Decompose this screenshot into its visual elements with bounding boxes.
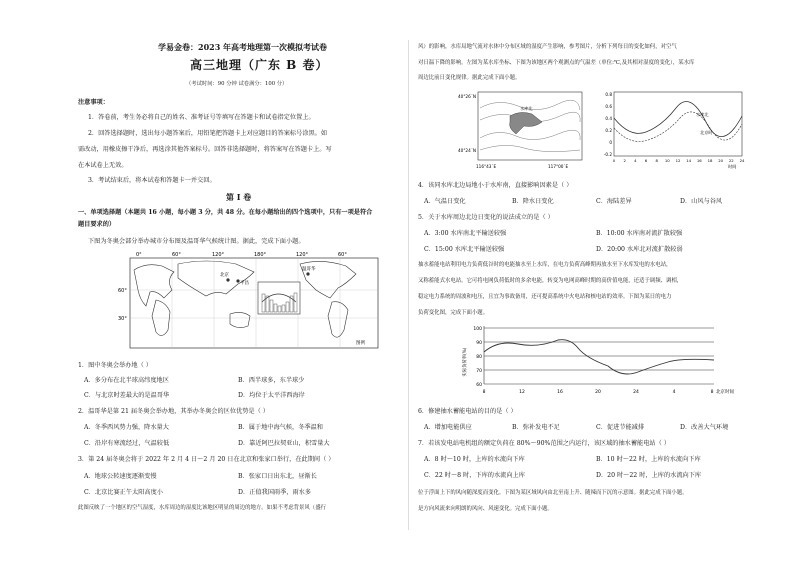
left-column [78,0,398,562]
x-tick: 12 [519,390,525,395]
x-tick: 18 [707,158,713,163]
continent-south-america [328,302,348,338]
x-tick: 24 [633,390,639,395]
notes-heading: 注意事项： [78,99,109,106]
option-c[interactable]: C．与北京时差最大的是温哥华 [84,392,170,399]
continent-asia [178,261,254,296]
right-intro-line: 对日温下降的影响。左图为某水库坐标、下图为该地区两个观测点的气温差（单位:℃,及其相对湿度的变化），某水库 [418,60,695,66]
option-d[interactable]: D．正值我国雨季，雨水多 [238,489,312,496]
y-tick: 90 [476,341,482,346]
option-b[interactable]: B．张家口日出东北，昼渐长 [238,473,317,480]
right-tail-line: 是方向风流来向明朗的风向、风速变化。完成下面小题。 [418,506,553,512]
right-column [418,0,770,562]
y-tick: 100 [473,327,482,332]
map-lon-label: 180° [254,252,267,258]
x-tick: 8 [655,158,658,163]
option-d[interactable]: D．改善大气环境 [680,424,729,431]
option-b[interactable]: B．属于地中海气候，冬季温和 [238,424,323,431]
y-axis-label: 实际负荷率(%) [463,347,468,377]
note-line: 3．考试结束后，将本试卷和答题卡一并交回。 [88,177,216,184]
x-axis-label: 时间 [728,164,737,169]
option-a[interactable]: A．多分布在北半球高纬度地区 [84,377,169,384]
series-line-south [614,112,742,142]
y-tick: 0.4 [605,116,612,121]
x-axis-label: 北京时间 [716,390,734,395]
world-map-figure [118,250,382,350]
pumped-intro-line: 稳定电力系统的周波和电压，且宜为事故备用，还可提高系统中火电站和核电站的效率。下图为某日的电力 [418,294,672,300]
map-lon-label: 60° [338,252,347,258]
x-tick: 24 [739,158,745,163]
x-tick: 14 [686,158,692,163]
section-title: 第 Ⅰ 卷 [226,192,252,202]
y-tick: -0.2 [603,152,612,157]
question-stem: 4．该同水库北边局地小于水库南，直接影响因素是（ ） [418,182,573,189]
x-tick: 4 [672,390,676,395]
option-a[interactable]: A．气温日变化 [424,198,466,205]
map-lat-label: 60° [118,288,127,294]
exam-subtitle: 高三地理（广东 B 卷） [190,58,329,72]
section-intro: 下图为冬奥会部分举办城市分布图及温哥华气候统计图。据此，完成下面小题。 [88,238,305,245]
load-gridlines [484,328,714,384]
temp-diff-chart [596,88,746,172]
lon-label: 117°00´E [548,164,569,169]
option-c[interactable]: C．22 时～8 时，下库的水流向上库 [424,472,525,479]
vancouver-climate-inset [258,282,300,314]
section-instruction: 题目要求的） [78,221,116,228]
x-tick: 0 [612,158,616,163]
series-line-north [614,102,742,137]
question-stem: 2．温哥华是第 21 届冬奥会举办地，其举办冬奥会的区位优势是（ ） [78,408,269,415]
y-tick: 0.2 [605,128,612,133]
y-tick: 0.6 [605,104,612,109]
x-tick: 12 [675,158,681,163]
x-tick: 16 [696,158,702,163]
city-label: 温哥华 [302,267,316,272]
city-label: 平昌 [240,281,249,286]
note-line: 在本试卷上无效。 [78,162,128,169]
section-instruction: 一、单项选择题（本题共 16 小题，每小题 3 分，共 48 分。在每小题给出的四个选项中，只有一项是符合 [78,209,373,216]
option-a[interactable]: A．增加电能供应 [424,424,472,431]
series-label: 水库北 [696,112,709,117]
lon-label: 116°43´E [476,164,497,169]
option-c[interactable]: C．北京比赛正午太阳高度小 [84,489,163,496]
lat-label: 40°24´N [458,148,476,153]
continent-africa [152,300,170,336]
note-line: 需改动，用橡皮擦干净后，再选涂其他答案标号。回答非选择题时，将答案写在答题卡上。写 [78,146,332,153]
map-lon-label: 120° [296,252,309,258]
exam-title: 学易金卷：2023 年高考地理第一次模拟考试卷 [158,42,328,52]
power-load-chart [458,322,738,398]
option-a[interactable]: A．8 时～10 时，上库的水流向下库 [424,456,525,463]
x-tick: 2 [623,158,626,163]
pumped-intro-line: 抽水蓄能电站利用电力负荷低谷时的电能抽水至上水库，在电力负荷高峰期再放水至下水库发电的水电站， [418,262,672,268]
station-label: 水库北 [520,106,533,111]
continent-europe-africa [134,265,174,306]
option-b[interactable]: B．西半球多，东半球少 [238,377,305,384]
map-legend-label: 图例 [356,341,365,346]
pumped-intro-line: 负荷变化图，完成下面小题。 [418,310,489,316]
question-stem: 3．第 24 届冬奥会将于 2022 年 2 月 4 日～2 月 20 日在北京和张家口举行，在此期间（ ） [78,456,335,463]
column-divider [408,40,409,530]
map-lat-label: 30° [118,316,127,322]
option-d[interactable]: D．20:00 水库北对流扩散较弱 [596,246,683,253]
option-d[interactable]: D．靠近阿巴拉契亚山，积雪量大 [238,440,330,447]
option-d[interactable]: D．山风与谷风 [680,198,723,205]
right-intro-line: 风）的影响，水库局地气流对水体中分布区域的湿度产生影响，参考图片，分析下列每日的变化如何，对空气 [418,44,677,50]
note-line: 2．回答选择题时，选出每小题答案后，用铅笔把答题卡上对应题目的答案标号涂黑。如 [88,130,328,137]
map-lon-label: 60° [172,252,181,258]
x-tick: 20 [718,158,724,163]
option-c[interactable]: C．海陆差异 [596,198,632,205]
y-tick: 60 [476,383,482,388]
x-tick: 20 [595,390,601,395]
x-tick: 8 [482,390,486,395]
question-stem: 5．关于水库周边北边日变化的说法成立的是（ ） [418,214,554,221]
map-lon-label: 120° [212,252,225,258]
city-dot-vancouver [306,272,309,275]
option-b[interactable]: B．10 时～22 时，上库的水流向下库 [596,456,701,463]
option-a[interactable]: A．地球公转速度逐渐变慢 [84,473,157,480]
left-tail-text: 此图反映了一个地区的空气湿度，水库周边的湿度比该地区明显的周边的地方。如果不考虑背景风（盛行 [78,505,326,511]
y-tick: 0.8 [605,92,612,97]
option-c[interactable]: C．沿岸有寒流经过，气温较低 [84,440,170,447]
x-tick: 4 [634,158,637,163]
option-a[interactable]: A．3:00 水库南北平输送较强 [424,230,507,237]
x-tick: 22 [728,158,734,163]
y-tick: 70 [476,369,482,374]
option-c[interactable]: C．15:00 水库北平输送较强 [424,246,505,253]
pumped-intro-line: 又称蓄能式水电站。它可将电网负荷低时的多余电能，转变为电网高峰时期的高价值电能，还适于调频、调相， [418,278,683,284]
x-tick: 16 [557,390,563,395]
exam-info: （考试时间：90 分钟 试卷满分：100 分） [186,81,288,87]
right-intro-line: 周边比前日变化规律。据此完成下面小题。 [418,75,521,81]
continents [134,261,356,337]
option-b[interactable]: B．弥补发电不足 [512,424,560,431]
question-stem: 6．修建抽水蓄能电站的目的是（ ） [418,408,517,415]
x-tick: 8 [710,390,714,395]
y-tick: 0 [609,140,612,145]
continent-australia [230,312,250,327]
option-d[interactable]: D．20 时～22 时，上库的水流向下库 [596,472,702,479]
option-b[interactable]: B．降水日变化 [512,198,554,205]
option-d[interactable]: D．均位于太平洋西海岸 [238,392,305,399]
y-tick: 80 [476,355,482,360]
load-curve [484,340,714,374]
note-line: 1．答卷前，考生务必将自己的姓名、准考证号等填写在答题卡和试卷指定位置上。 [88,114,315,121]
right-tail-line: 位于浮面上下的风向随深度而变化。下图为某区域风向由北至南上升、随辣而下沉的示意图。据此完成下面小题。 [418,490,688,496]
question-stem: 1．图中冬奥会举办地（ ） [78,362,152,369]
option-c[interactable]: C．促进节能减排 [596,424,645,431]
city-dot-beijing [226,278,229,281]
city-label: 北京 [220,273,229,278]
question-stem: 7．若该发电站电机组的额定负荷在 80%～90%范围之内运行，该区域的抽水蓄能电站（ ） [418,440,670,447]
option-a[interactable]: A．冬季西风势力强，降水量大 [84,424,169,431]
reservoir-contour-map [458,88,588,170]
lat-label: 40°26´N [458,94,476,99]
x-tick: 6 [644,158,648,163]
map-lon-label: 0° [136,252,142,258]
x-tick: 10 [664,158,670,163]
option-b[interactable]: B．10:00 水库南对流扩散较强 [596,230,683,237]
series-label: 北京时 [700,130,713,135]
